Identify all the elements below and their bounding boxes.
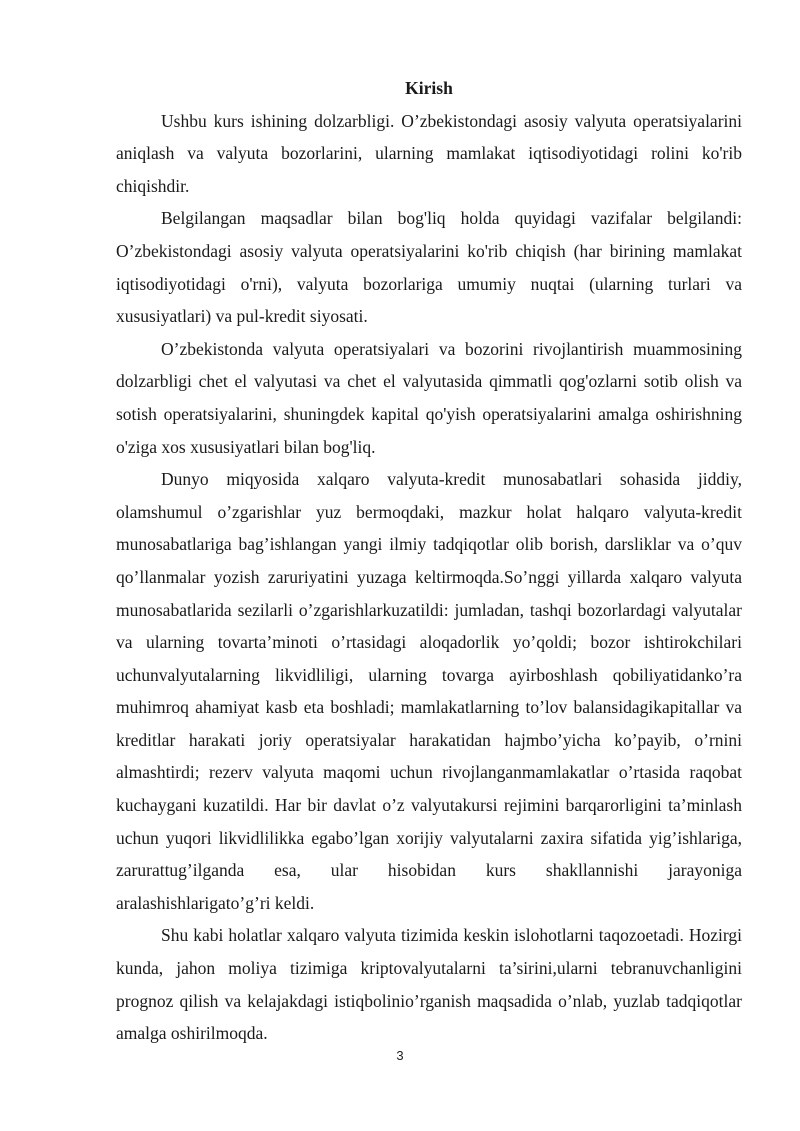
page-number: 3 — [396, 1048, 404, 1063]
section-title: Kirish — [405, 78, 453, 98]
paragraph-relevance: Ushbu kurs ishining dolzarbligi. O’zbekistondagi asosiy valyuta operatsiyalarini aniqlash va valyuta bozorlarini, ularning mamlakat iqtisodiyotidagi rolini ko'rib chiqishdir. — [116, 110, 742, 196]
document-page — [116, 72, 742, 1050]
paragraph-problem: O’zbekistonda valyuta operatsiyalari va bozorini rivojlantirish muammosining dolzarbligi chet el valyutasi va chet el valyutasida qimmatli qog'ozlarni sotib olish va sotish operatsiyalarini, shuningdek kapital qo'yish operatsiyalarini amalga oshirishning o'ziga xos xususiyatlari bilan bog'liq. — [116, 338, 742, 457]
paragraph-world-context: Dunyo miqyosida xalqaro valyuta-kredit munosabatlari sohasida jiddiy, olamshumul o’zgarishlar yuz bermoqdaki, mazkur holat halqaro valyuta-kredit munosabatlariga bag’ishlangan yangi ilmiy tadqiqotlar olib borish, darsliklar va o’quv qo’llanmalar yozish zaruriyatini yuzaga keltirmoqda.So’nggi yillarda xalqaro valyuta munosabatlarida sezilarli o’zgarishlarkuzatildi: jumladan, tashqi bozorlardagi valyutalar va ularning tovarta’minoti o’rtasidagi aloqadorlik yo’qoldi; bozor ishtirokchilari uchunvalyutalarning likvidliligi, ularning tovarga ayirboshlash qobiliyatidanko’ra muhimroq ahamiyat kasb eta boshladi; mamlakatlarning to’lov balansidagikapitallar va kreditlar harakati joriy operatsiyalar harakatidan hajmbo’yicha ko’payib, o’rnini almashtirdi; rezerv valyuta maqomi uchun rivojlanganmamlakatlar o’rtasida raqobat kuchaygani kuzatildi. Har bir davlat o’z valyutakursi rejimini barqarorligini ta’minlash uchun yuqori likvidlilikka egabo’lgan xorijiy valyutalarni zaxira sifatida yig’ishlariga, zarurattug’ilganda esa, ular hisobidan kurs shakllannishi jarayoniga aralashishlarigato’g’ri keldi. — [116, 469, 742, 913]
paragraph-tasks: Belgilangan maqsadlar bilan bog'liq holda quyidagi vazifalar belgilandi: O’zbekistondagi asosiy valyuta operatsiyalarini ko'rib chiqish (har birining mamlakat iqtisodiyotidagi o'rni), valyuta bozorlariga umumiy nuqtai (ularning turlari va xususiyatlari) va pul-kredit siyosati. — [116, 208, 742, 327]
paragraph-reforms: Shu kabi holatlar xalqaro valyuta tizimida keskin islohotlarni taqozoetadi. Hozirgi kunda, jahon moliya tizimiga kriptovalyutalarni ta’sirini,ularni tebranuvchanligini prognoz qilish va kelajakdagi istiqbolinio’rganish maqsadida o’nlab, yuzlab tadqiqotlar amalga oshirilmoqda. — [116, 925, 742, 1044]
